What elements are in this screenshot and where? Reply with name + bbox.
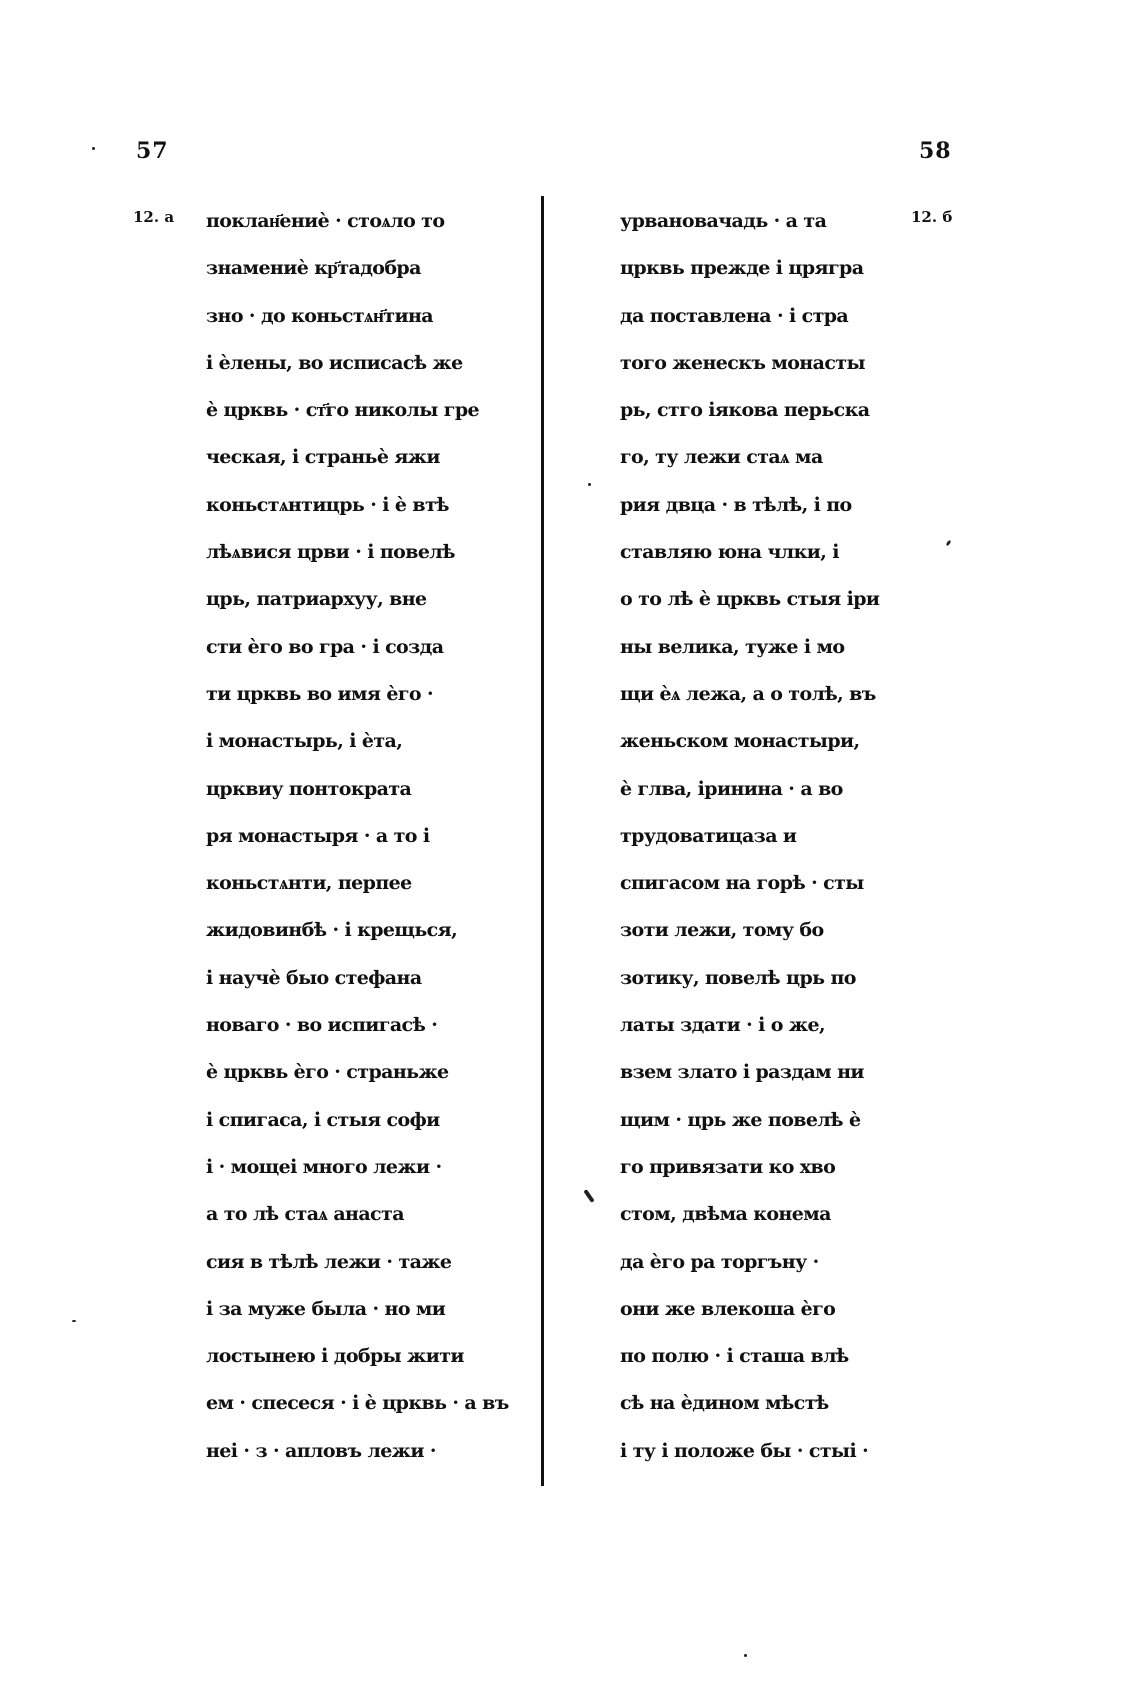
text-line: неі · з · апловъ лежи · [206, 1439, 436, 1462]
scan-speck [92, 147, 95, 150]
page-number-right: 58 [919, 138, 952, 164]
text-line: ѐ црквь ѐго · страньже [206, 1061, 449, 1084]
folio-marker-left: 12. a [133, 208, 175, 226]
scan-speck [588, 483, 591, 486]
text-line: і ту і положе бы · стыі · [620, 1439, 869, 1462]
text-line: лѣѧвися црви · і повелѣ [206, 541, 455, 564]
text-line: і научѐ быо стефана [206, 966, 422, 989]
text-line: ти црквь во имя ѐго · [206, 682, 434, 705]
text-line: і за муже была · но ми [206, 1297, 446, 1320]
text-line: і спигаса, і стыя софи [206, 1108, 440, 1131]
scan-speck [72, 1320, 76, 1322]
left-text-column [206, 198, 509, 1475]
text-line: зно · до коньстѧн҃тина [206, 304, 433, 327]
scan-speck [946, 540, 952, 547]
text-line: црквиу понтократа [206, 777, 412, 800]
text-line: щим · црь же повелѣ ѐ [620, 1108, 861, 1131]
text-line: да поставлена · і стра [620, 304, 849, 327]
text-line: сия в тѣлѣ лежи · таже [206, 1250, 452, 1273]
text-line: зоти лежи, тому бо [620, 919, 824, 942]
column-divider [541, 196, 544, 1486]
text-line: они же влекоша ѐго [620, 1297, 836, 1320]
text-line: ны велика, туже і мо [620, 635, 845, 658]
text-line: ческая, і страньѐ яжи [206, 446, 440, 469]
text-line: спигасом на горѣ · сты [620, 872, 864, 895]
folio-marker-right: 12. б [911, 208, 953, 226]
text-line: го, ту лежи стаѧ ма [620, 446, 823, 469]
scan-speck [583, 1189, 594, 1203]
text-line: по полю · і сташа влѣ [620, 1345, 849, 1368]
text-line: стом, двѣма конема [620, 1203, 831, 1226]
text-line: жидовинбѣ · і крещься, [206, 919, 458, 942]
text-line: ря монастыря · а то і [206, 824, 430, 847]
text-line: і монастырь, і ѐта, [206, 730, 403, 753]
text-line: ставляю юна члки, і [620, 541, 839, 564]
text-line: црь, патриархуу, вне [206, 588, 427, 611]
text-line: урвановачадь · а та [620, 210, 827, 232]
text-line: лостынею і добры жити [206, 1345, 464, 1368]
text-line: щи ѐѧ лежа, а о толѣ, въ [620, 682, 876, 705]
text-line: да ѐго ра торгъну · [620, 1250, 819, 1273]
text-line: знамениѐ кр҃тадобра [206, 257, 421, 280]
text-line: ем · спесеся · і ѐ црквь · а въ [206, 1392, 509, 1415]
text-line: сти ѐго во гра · і созда [206, 635, 444, 658]
text-line: рия двца · в тѣлѣ, і по [620, 493, 852, 516]
text-line: а то лѣ стаѧ анаста [206, 1203, 404, 1226]
text-line: і · мощеі много лежи · [206, 1155, 442, 1178]
text-line: сѣ на ѐдином мѣстѣ [620, 1392, 829, 1415]
text-line: трудоватицаза и [620, 824, 797, 847]
text-line: зотику, повелѣ црь по [620, 966, 856, 989]
text-line: рь, стго іякова перьска [620, 399, 870, 422]
text-line: ѐ глва, іринина · а во [620, 777, 843, 800]
text-line: того женескъ монасты [620, 351, 865, 374]
text-line: взем злато і раздам ни [620, 1061, 864, 1084]
text-line: коньстѧнтицрь · і ѐ втѣ [206, 493, 449, 516]
text-line: црквь прежде і црягра [620, 257, 864, 280]
text-line: женьском монастыри, [620, 730, 860, 753]
right-text-column [620, 198, 879, 1475]
page-number-left: 57 [136, 138, 169, 164]
text-line: новаго · во испигасѣ · [206, 1014, 438, 1037]
text-line: латы здати · і о же, [620, 1014, 825, 1037]
text-line: коньстѧнти, перпее [206, 872, 412, 895]
text-line: о то лѣ ѐ црквь стыя іри [620, 588, 880, 611]
text-line: ѐ црквь · ст҃го николы гре [206, 399, 479, 422]
scan-speck [744, 1654, 747, 1657]
text-line: поклан҃ениѐ · стоѧло то [206, 210, 445, 232]
text-line: і ѐлены, во исписасѣ же [206, 351, 463, 374]
text-line: го привязати ко хво [620, 1155, 836, 1178]
